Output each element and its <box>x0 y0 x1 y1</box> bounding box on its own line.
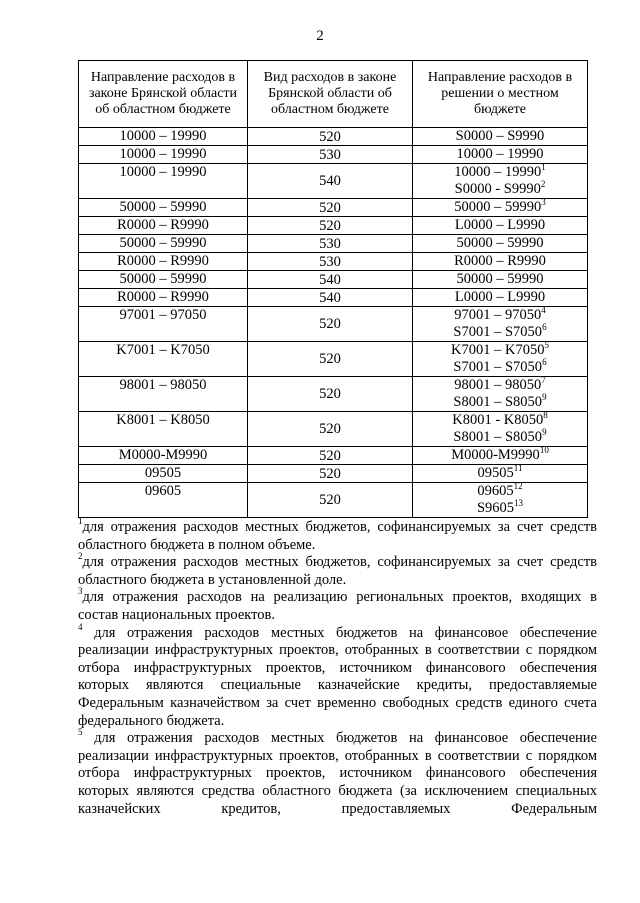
code-text: 50000 – 59990 <box>456 271 544 287</box>
table-row <box>79 483 588 518</box>
footnote-ref: 4 <box>541 305 546 315</box>
cell-local-direction <box>413 253 588 271</box>
cell-expense-type: 540 <box>248 271 413 289</box>
code-text: R0000 – R9990 <box>454 253 546 269</box>
cell-regional-direction: M0000-M9990 <box>79 447 248 465</box>
cell-local-direction <box>413 412 588 447</box>
local-direction-code <box>415 342 585 359</box>
footnote-number: 2 <box>78 551 83 562</box>
code-text: L0000 – L9990 <box>454 289 546 305</box>
cell-expense-type: 520 <box>248 199 413 217</box>
cell-local-direction <box>413 235 588 253</box>
local-direction-code <box>415 359 585 376</box>
footnote-ref: 13 <box>514 498 524 508</box>
footnote-text: для отражения расходов местных бюджетов на финансовое обеспечение реализации инфраструктурных проектов, отобранных в соответствии с порядком отбора инфраструктурных проектов, источником финансового обеспечения которых являются средства областного бюджета (за исключением специальных казначейских кредитов, предоставляемых Федеральным <box>78 730 597 817</box>
footnote-text: для отражения расходов местных бюджетов, софинансируемых за счет средств областного бюджета в установленной доле. <box>78 554 597 588</box>
cell-regional-direction: 98001 – 98050 <box>79 377 248 412</box>
local-direction-code <box>415 307 585 324</box>
footnote <box>78 516 597 554</box>
cell-regional-direction: R0000 – R9990 <box>79 217 248 235</box>
cell-expense-type: 540 <box>248 164 413 199</box>
code-text: S0000 - S9990 <box>454 181 541 197</box>
cell-expense-type: 520 <box>248 483 413 518</box>
table-row <box>79 164 588 199</box>
table-row <box>79 128 588 146</box>
code-text: M0000-M9990 <box>451 447 540 463</box>
footnote-number: 1 <box>78 516 83 526</box>
cell-regional-direction: 10000 – 19990 <box>79 164 248 199</box>
cell-expense-type: 520 <box>248 217 413 235</box>
footnote-ref: 3 <box>541 197 546 207</box>
table-row <box>79 342 588 377</box>
cell-expense-type: 520 <box>248 412 413 447</box>
code-text: S8001 – S8050 <box>453 394 543 410</box>
cell-local-direction <box>413 271 588 289</box>
table-row <box>79 217 588 235</box>
table-row <box>79 146 588 164</box>
local-direction-code <box>415 271 585 288</box>
code-text: S9605 <box>476 500 515 516</box>
cell-regional-direction: 97001 – 97050 <box>79 307 248 342</box>
local-direction-code <box>415 146 585 163</box>
local-direction-code <box>415 181 585 198</box>
local-direction-code <box>415 164 585 181</box>
footnote-number: 4 <box>78 621 83 632</box>
footnote <box>78 586 597 624</box>
local-direction-code <box>415 217 585 234</box>
footnote <box>78 551 597 589</box>
cell-local-direction <box>413 483 588 518</box>
local-direction-code <box>415 447 585 464</box>
code-text: 97001 – 97050 <box>454 307 542 323</box>
page-number: 2 <box>316 28 324 44</box>
footnote <box>78 621 597 731</box>
cell-regional-direction: 10000 – 19990 <box>79 146 248 164</box>
code-text: 09605 <box>477 483 514 499</box>
footnote-ref: 11 <box>513 463 523 473</box>
local-direction-code <box>415 500 585 517</box>
local-direction-code <box>415 465 585 482</box>
footnote-ref: 6 <box>542 357 547 367</box>
code-text: K7001 – K7050 <box>451 342 545 358</box>
local-direction-code <box>415 235 585 252</box>
code-text: 10000 – 19990 <box>456 146 544 162</box>
cell-local-direction <box>413 289 588 307</box>
local-direction-code <box>415 199 585 216</box>
local-direction-code <box>415 377 585 394</box>
table-row <box>79 412 588 447</box>
footnotes <box>78 516 597 818</box>
table-row <box>79 377 588 412</box>
footnote-ref: 12 <box>513 481 523 491</box>
local-direction-code <box>415 253 585 270</box>
cell-regional-direction: 09605 <box>79 483 248 518</box>
header-expense-type: Вид расходов в законе Брянской области об областном бюджете <box>248 61 413 128</box>
cell-expense-type: 530 <box>248 253 413 271</box>
local-direction-code <box>415 483 585 500</box>
cell-local-direction <box>413 164 588 199</box>
footnote-ref: 9 <box>542 392 547 402</box>
cell-local-direction <box>413 465 588 483</box>
local-direction-code <box>415 429 585 446</box>
table-row <box>79 253 588 271</box>
footnote-ref: 8 <box>543 410 548 420</box>
footnote-ref: 9 <box>542 427 547 437</box>
cell-expense-type: 520 <box>248 307 413 342</box>
cell-expense-type: 520 <box>248 128 413 146</box>
footnote-ref: 2 <box>540 179 546 189</box>
footnote-text: для отражения расходов на реализацию региональных проектов, входящих в состав национальных проектов. <box>78 589 597 623</box>
header-local-budget-direction: Направление расходов в решении о местном бюджете <box>413 61 588 128</box>
local-direction-code <box>415 324 585 341</box>
code-text: S8001 – S8050 <box>453 429 543 445</box>
cell-expense-type: 520 <box>248 447 413 465</box>
code-text: S7001 – S7050 <box>453 359 543 375</box>
code-text: 09505 <box>477 465 514 481</box>
footnote-text: для отражения расходов местных бюджетов на финансовое обеспечение реализации инфраструктурных проектов, отобранных в соответствии с порядком отбора инфраструктурных проектов, источником финансового обеспечения которых являются специальные казначейские кредиты, предоставляемые Федеральным казначейством за счет временно свободных средств единого счета федерального бюджета. <box>78 624 597 729</box>
code-text: 50000 – 59990 <box>456 235 544 251</box>
code-text: 10000 – 19990 <box>454 164 542 180</box>
cell-regional-direction: K8001 – K8050 <box>79 412 248 447</box>
expense-mapping-table <box>78 60 588 518</box>
table-row <box>79 465 588 483</box>
cell-regional-direction: 50000 – 59990 <box>79 199 248 217</box>
code-text: K8001 - K8050 <box>452 412 544 428</box>
cell-regional-direction: 50000 – 59990 <box>79 235 248 253</box>
footnote-ref: 5 <box>544 340 549 350</box>
local-direction-code <box>415 394 585 411</box>
cell-local-direction <box>413 342 588 377</box>
footnote-text: для отражения расходов местных бюджетов, софинансируемых за счет средств областного бюджета в полном объеме. <box>78 519 597 553</box>
cell-local-direction <box>413 447 588 465</box>
local-direction-code <box>415 128 585 145</box>
table-row <box>79 271 588 289</box>
code-text: 50000 – 59990 <box>454 199 542 215</box>
cell-local-direction <box>413 217 588 235</box>
footnote <box>78 727 597 818</box>
table-row <box>79 289 588 307</box>
table-row <box>79 307 588 342</box>
footnote-number: 5 <box>78 727 83 738</box>
cell-regional-direction: 09505 <box>79 465 248 483</box>
cell-local-direction <box>413 307 588 342</box>
footnote-ref: 1 <box>541 162 546 172</box>
cell-expense-type: 520 <box>248 465 413 483</box>
footnote-ref: 10 <box>539 445 549 455</box>
cell-regional-direction: 50000 – 59990 <box>79 271 248 289</box>
cell-local-direction <box>413 146 588 164</box>
cell-regional-direction: R0000 – R9990 <box>79 253 248 271</box>
footnote-ref: 7 <box>541 375 546 385</box>
table-header-row <box>79 61 588 128</box>
cell-local-direction <box>413 199 588 217</box>
local-direction-code <box>415 289 585 306</box>
cell-expense-type: 540 <box>248 289 413 307</box>
table-row <box>79 235 588 253</box>
cell-local-direction <box>413 377 588 412</box>
cell-expense-type: 530 <box>248 146 413 164</box>
cell-regional-direction: 10000 – 19990 <box>79 128 248 146</box>
footnote-number: 3 <box>78 586 83 597</box>
cell-expense-type: 520 <box>248 377 413 412</box>
cell-local-direction <box>413 128 588 146</box>
table-row <box>79 199 588 217</box>
cell-regional-direction: K7001 – K7050 <box>79 342 248 377</box>
table-body <box>79 128 588 518</box>
header-regional-law-direction: Направление расходов в законе Брянской области об областном бюджете <box>79 61 248 128</box>
cell-expense-type: 530 <box>248 235 413 253</box>
table-row <box>79 447 588 465</box>
code-text: L0000 – L9990 <box>454 217 546 233</box>
footnote-ref: 6 <box>542 322 547 332</box>
code-text: S7001 – S7050 <box>453 324 543 340</box>
code-text: S0000 – S9990 <box>455 128 545 144</box>
cell-regional-direction: R0000 – R9990 <box>79 289 248 307</box>
code-text: 98001 – 98050 <box>454 377 542 393</box>
local-direction-code <box>415 412 585 429</box>
cell-expense-type: 520 <box>248 342 413 377</box>
